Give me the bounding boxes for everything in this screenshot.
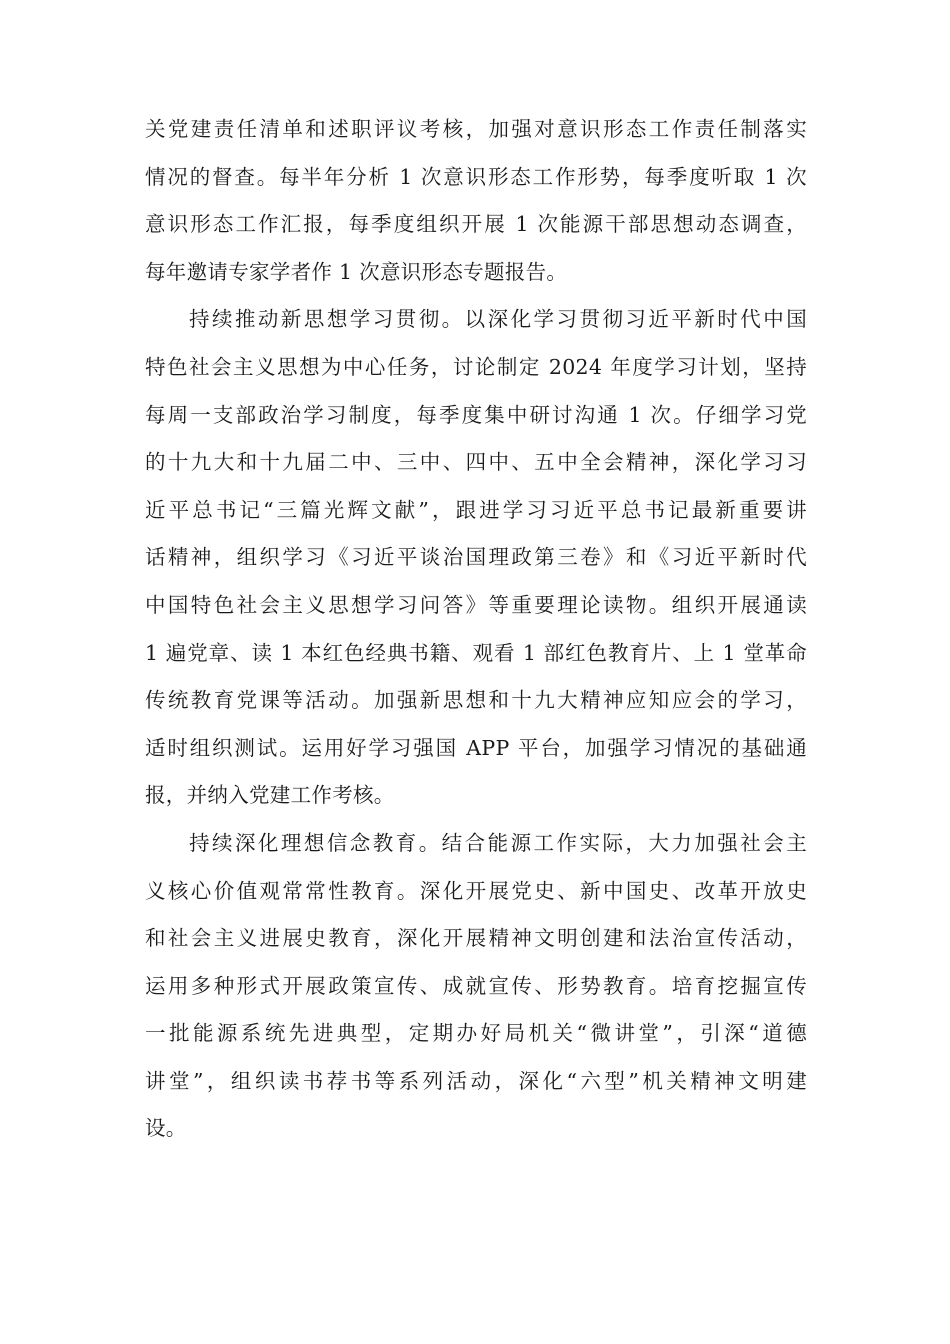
text-line: 情况的督查。每半年分析 1 次意识形态工作形势，每季度听取 1 次 [145, 164, 807, 189]
paragraph-1 [145, 106, 807, 296]
text-line: 讲堂”，组织读书荐书等系列活动，深化“六型”机关精神文明建 [145, 1068, 807, 1093]
text-line: 适时组织测试。运用好学习强国 APP 平台，加强学习情况的基础通 [145, 735, 807, 760]
text-line: 持续深化理想信念教育。结合能源工作实际，大力加强社会主 [189, 830, 807, 855]
text-line: 一批能源系统先进典型，定期办好局机关“微讲堂”，引深“道德 [145, 1021, 807, 1046]
paragraph-2 [145, 296, 807, 820]
text-line: 关党建责任清单和述职评议考核，加强对意识形态工作责任制落实 [145, 117, 807, 141]
text-line: 报，并纳入党建工作考核。 [145, 783, 395, 808]
text-line: 义核心价值观常常性教育。深化开展党史、新中国史、改革开放史 [145, 878, 807, 903]
text-line: 每周一支部政治学习制度，每季度集中研讨沟通 1 次。仔细学习党 [145, 402, 807, 427]
text-line: 话精神，组织学习《习近平谈治国理政第三卷》和《习近平新时代 [145, 545, 807, 570]
text-line: 每年邀请专家学者作 1 次意识形态专题报告。 [145, 259, 568, 284]
text-line: 近平总书记“三篇光辉文献”，跟进学习习近平总书记最新重要讲 [145, 497, 807, 522]
text-line: 的十九大和十九届二中、三中、四中、五中全会精神，深化学习习 [145, 450, 807, 475]
text-line: 中国特色社会主义思想学习问答》等重要理论读物。组织开展通读 [145, 592, 807, 617]
text-line: 持续推动新思想学习贯彻。以深化学习贯彻习近平新时代中国 [189, 307, 807, 332]
text-line: 意识形态工作汇报，每季度组织开展 1 次能源干部思想动态调查， [145, 212, 807, 237]
text-line: 设。 [145, 1116, 187, 1141]
text-line: 和社会主义进展史教育，深化开展精神文明创建和法治宣传活动， [145, 926, 807, 951]
text-line: 1 遍党章、读 1 本红色经典书籍、观看 1 部红色教育片、上 1 堂革命 [145, 640, 807, 665]
paragraph-3 [145, 820, 807, 1153]
text-line: 传统教育党课等活动。加强新思想和十九大精神应知应会的学习， [145, 688, 807, 713]
document-body [145, 106, 807, 1153]
text-line: 特色社会主义思想为中心任务，讨论制定 2024 年度学习计划，坚持 [145, 354, 807, 379]
text-line: 运用多种形式开展政策宣传、成就宣传、形势教育。培育挖掘宣传 [145, 973, 807, 998]
